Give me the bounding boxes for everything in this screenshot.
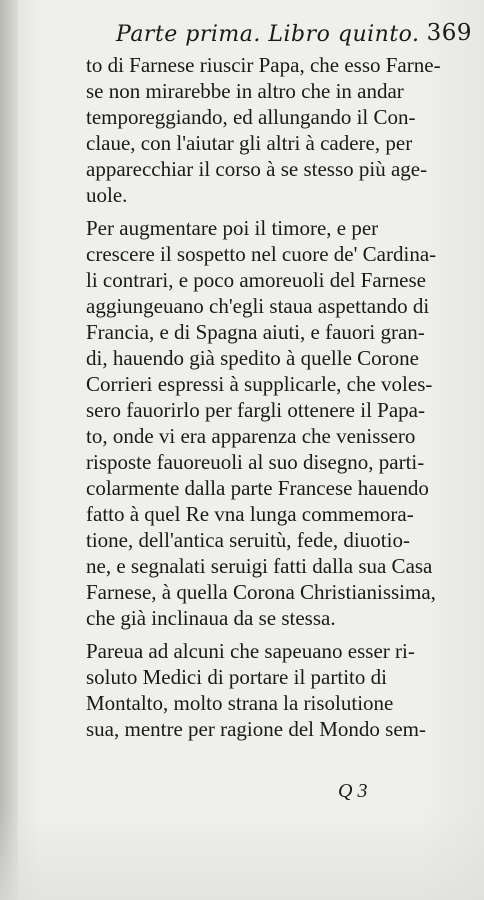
text-line: Montalto, molto strana la risolutione: [86, 691, 394, 715]
text-line: tione, dell'antica seruitù, fede, diuotio-: [86, 528, 410, 552]
text-line: Farnese, à quella Corona Christianissima,: [86, 580, 436, 604]
paragraph: [86, 215, 458, 631]
text-line: Per augmentare poi il timore, e per: [86, 216, 379, 240]
text-line: aggiungeuano ch'egli staua aspettando di: [86, 294, 430, 318]
text-line: soluto Medici di portare il partito di: [86, 665, 387, 689]
running-head: [104, 18, 472, 52]
page-bottom-shade: [0, 810, 484, 900]
paragraph: [86, 52, 458, 208]
page-gutter: [0, 0, 18, 900]
text-line: Corrieri espressi à supplicarle, che voles-: [86, 372, 433, 396]
text-line: crescere il sospetto nel cuore de' Cardina-: [86, 242, 437, 266]
text-line: se non mirarebbe in altro che in andar: [86, 79, 404, 103]
text-line: che già inclinaua da se stessa.: [86, 606, 336, 630]
page-number: 369: [426, 20, 472, 46]
text-line: Francia, e di Spagna aiuti, e fauori gran-: [86, 320, 425, 344]
text-line: to, onde vi era apparenza che venissero: [86, 424, 416, 448]
body-text: [86, 52, 458, 749]
text-line: ne, e segnalati seruigi fatti dalla sua Casa: [86, 554, 433, 578]
text-line: temporeggiando, ed allungando il Con-: [86, 105, 416, 129]
text-line: uole.: [86, 183, 128, 207]
paragraph: [86, 638, 458, 742]
text-line: risposte fauoreuoli al suo disegno, parti-: [86, 450, 425, 474]
text-line: apparecchiar il corso à se stesso più age-: [86, 157, 428, 181]
text-line: di, hauendo già spedito à quelle Corone: [86, 346, 419, 370]
text-line: to di Farnese riuscir Papa, che esso Farne-: [86, 53, 441, 77]
text-line: claue, con l'aiutar gli altri à cadere, per: [86, 131, 413, 155]
text-line: Pareua ad alcuni che sapeuano esser ri-: [86, 639, 415, 663]
text-line: li contrari, e poco amoreuoli del Farnese: [86, 268, 426, 292]
text-line: fatto à quel Re vna lunga commemora-: [86, 502, 414, 526]
text-line: sua, mentre per ragione del Mondo sem-: [86, 717, 426, 741]
text-line: sero fauorirlo per fargli ottenere il Papa-: [86, 398, 425, 422]
running-title: Parte prima. Libro quinto.: [116, 22, 420, 47]
signature-mark: Q 3: [338, 780, 368, 802]
text-line: colarmente dalla parte Francese hauendo: [86, 476, 429, 500]
